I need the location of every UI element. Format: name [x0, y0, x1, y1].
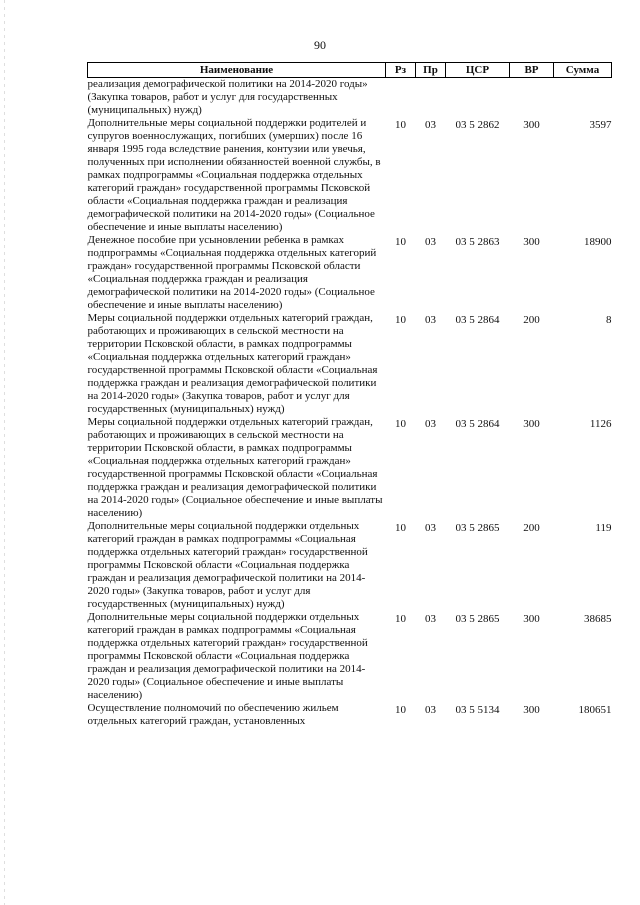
row-csr: 03 5 2865: [455, 522, 500, 534]
row-pr: 03: [425, 119, 436, 131]
row-csr: 03 5 2863: [455, 236, 500, 248]
page-number: 90: [314, 38, 326, 52]
scan-edge-artifact: [4, 0, 5, 905]
table-row: [88, 702, 612, 728]
header-sum: Сумма: [554, 63, 612, 78]
row-rz: 10: [395, 704, 406, 716]
table-row: [88, 520, 612, 611]
row-pr: 03: [425, 314, 436, 326]
row-vr: 300: [523, 418, 540, 430]
row-rz: 10: [395, 522, 406, 534]
row-name: Дополнительные меры социальной поддержки родителей и супругов военнослужащих, погибших (умерших) после 16 января 1995 года вследствие ранения, контузии или увечья, полученных при исполнении обязанностей военной службы, в рамках подпрограммы «Социальная поддержка отдельных категорий граждан» государственной программы Псковской области «Социальная поддержка граждан и реализация демографической политики на 2014-2020 годы» (Социальное обеспечение и иные выплаты населению): [87, 117, 381, 233]
row-vr: 300: [523, 704, 540, 716]
row-csr: 03 5 5134: [455, 704, 500, 716]
row-name: Меры социальной поддержки отдельных категорий граждан, работающих и проживающих в сельской местности на территории Псковской области, в рамках подпрограммы «Социальная поддержка отдельных категорий граждан» государственной программы Псковской области «Социальная поддержка граждан и реализация демографической политики на 2014-2020 годы» (Закупка товаров, работ и услуг для государственных (муниципальных) нужд): [87, 312, 378, 415]
row-vr: 300: [523, 236, 540, 248]
row-vr: 300: [523, 119, 540, 131]
row-name: Дополнительные меры социальной поддержки отдельных категорий граждан в рамках подпрограммы «Социальная поддержка отдельных категорий граждан» государственной программы Псковской области «Социальная поддержка граждан и реализация демографической политики на 2014-2020 годы» (Закупка товаров, работ и услуг для государственных (муниципальных) нужд): [87, 520, 368, 610]
row-pr: 03: [425, 522, 436, 534]
row-rz: 10: [395, 119, 406, 131]
row-sum: 38685: [584, 613, 612, 625]
table-row: [88, 416, 612, 520]
row-name: Дополнительные меры социальной поддержки отдельных категорий граждан в рамках подпрограммы «Социальная поддержка отдельных категорий граждан» государственной программы Псковской области «Социальная поддержка граждан и реализация демографической политики на 2014-2020 годы» (Социальное обеспечение и иные выплаты населению): [87, 611, 368, 701]
row-sum: 1126: [589, 418, 612, 430]
table-row: [88, 234, 612, 312]
row-pr: 03: [425, 613, 436, 625]
row-name: Денежное пособие при усыновлении ребенка в рамках подпрограммы «Социальная поддержка отдельных категорий граждан» государственной программы Псковской области «Социальная поддержка граждан и реализация демографической политики на 2014-2020 годы» (Социальное обеспечение и иные выплаты населению): [87, 234, 377, 311]
row-vr: 300: [523, 613, 540, 625]
row-rz: 10: [395, 418, 406, 430]
row-rz: 10: [395, 236, 406, 248]
table-row: [88, 312, 612, 416]
row-csr: 03 5 2864: [455, 314, 500, 326]
row-csr: 03 5 2862: [455, 119, 500, 131]
row-vr: 200: [523, 314, 540, 326]
row-rz: 10: [395, 314, 406, 326]
row-sum: 3597: [589, 119, 612, 131]
header-csr: ЦСР: [446, 63, 510, 78]
row-pr: 03: [425, 236, 436, 248]
table-row: [88, 117, 612, 234]
table-row-continuation: [88, 78, 612, 118]
header-pr: Пр: [416, 63, 446, 78]
row-sum: 119: [595, 522, 612, 534]
row-csr: 03 5 2864: [455, 418, 500, 430]
row-sum: 18900: [584, 236, 612, 248]
header-name: Наименование: [88, 63, 386, 78]
table-header-row: [88, 63, 612, 78]
header-rz: Рз: [386, 63, 416, 78]
row-name: Осуществление полномочий по обеспечению жильем отдельных категорий граждан, установленных: [87, 702, 339, 727]
row-name: Меры социальной поддержки отдельных категорий граждан, работающих и проживающих в сельской местности на территории Псковской области, в рамках подпрограммы «Социальная поддержка отдельных категорий граждан» государственной программы Псковской области «Социальная поддержка граждан и реализация демографической политики на 2014-2020 годы» (Социальное обеспечение и иные выплаты населению): [87, 416, 383, 519]
table-row: [88, 611, 612, 702]
row-rz: 10: [395, 613, 406, 625]
budget-table: [87, 62, 612, 728]
row-pr: 03: [425, 704, 436, 716]
header-vr: ВР: [510, 63, 554, 78]
continuation-text: реализация демографической политики на 2014-2020 годы» (Закупка товаров, работ и услуг для государственных (муниципальных) нужд): [87, 78, 368, 116]
row-vr: 200: [523, 522, 540, 534]
row-pr: 03: [425, 418, 436, 430]
row-csr: 03 5 2865: [455, 613, 500, 625]
row-sum: 8: [606, 314, 612, 326]
row-sum: 180651: [578, 704, 612, 716]
